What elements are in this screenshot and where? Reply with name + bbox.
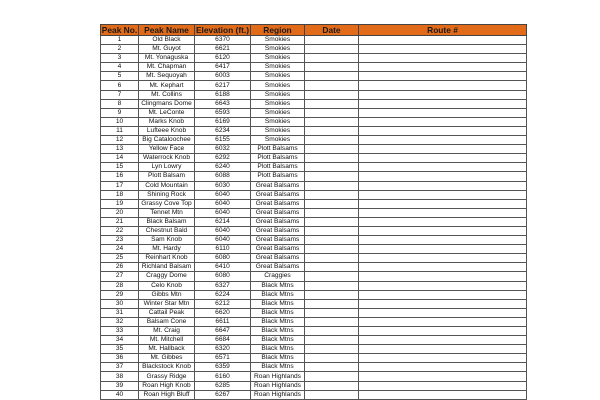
peak-name-cell[interactable]: Celo Knob — [139, 281, 195, 290]
date-cell[interactable] — [305, 226, 359, 235]
header-region[interactable]: Region — [251, 25, 305, 36]
peak-name-cell[interactable]: Reinhart Knob — [139, 254, 195, 263]
elevation-cell[interactable]: 6188 — [195, 90, 251, 99]
elevation-cell[interactable]: 6032 — [195, 145, 251, 154]
route-cell[interactable] — [359, 199, 527, 208]
peak-name-cell[interactable]: Clingmans Dome — [139, 99, 195, 108]
region-cell[interactable]: Great Balsams — [251, 199, 305, 208]
peak-no-cell[interactable]: 5 — [101, 72, 139, 81]
date-cell[interactable] — [305, 90, 359, 99]
route-cell[interactable] — [359, 208, 527, 217]
region-cell[interactable]: Black Mtns — [251, 363, 305, 372]
date-cell[interactable] — [305, 327, 359, 336]
elevation-cell[interactable]: 6169 — [195, 117, 251, 126]
date-cell[interactable] — [305, 172, 359, 181]
table-row — [101, 172, 527, 181]
route-cell[interactable] — [359, 45, 527, 54]
route-cell[interactable] — [359, 317, 527, 326]
peaks-table — [100, 24, 527, 400]
date-cell[interactable] — [305, 263, 359, 272]
date-cell[interactable] — [305, 290, 359, 299]
peak-name-cell[interactable]: Mt. Collins — [139, 90, 195, 99]
region-cell[interactable]: Smokies — [251, 54, 305, 63]
route-cell[interactable] — [359, 263, 527, 272]
peak-name-cell[interactable]: Balsam Cone — [139, 317, 195, 326]
elevation-cell[interactable]: 6212 — [195, 299, 251, 308]
route-cell[interactable] — [359, 254, 527, 263]
elevation-cell[interactable]: 6620 — [195, 308, 251, 317]
date-cell[interactable] — [305, 45, 359, 54]
route-cell[interactable] — [359, 108, 527, 117]
peak-name-cell[interactable]: Mt. Kephart — [139, 81, 195, 90]
peak-name-cell[interactable]: Gibbs Mtn — [139, 290, 195, 299]
elevation-cell[interactable]: 6285 — [195, 381, 251, 390]
peak-no-cell[interactable]: 16 — [101, 172, 139, 181]
peak-name-cell[interactable]: Grassy Ridge — [139, 372, 195, 381]
route-cell[interactable] — [359, 245, 527, 254]
peak-name-cell[interactable]: Chestnut Bald — [139, 226, 195, 235]
peak-no-cell[interactable]: 29 — [101, 290, 139, 299]
route-cell[interactable] — [359, 154, 527, 163]
date-cell[interactable] — [305, 181, 359, 190]
elevation-cell[interactable]: 6120 — [195, 54, 251, 63]
peak-no-cell[interactable]: 32 — [101, 317, 139, 326]
peak-no-cell[interactable]: 1 — [101, 36, 139, 45]
peak-no-cell[interactable]: 31 — [101, 308, 139, 317]
region-cell[interactable]: Great Balsams — [251, 208, 305, 217]
route-cell[interactable] — [359, 54, 527, 63]
peak-name-cell[interactable]: Cattail Peak — [139, 308, 195, 317]
route-cell[interactable] — [359, 99, 527, 108]
region-cell[interactable]: Great Balsams — [251, 181, 305, 190]
peak-name-cell[interactable]: Lyn Lowry — [139, 163, 195, 172]
date-cell[interactable] — [305, 254, 359, 263]
elevation-cell[interactable]: 6214 — [195, 217, 251, 226]
elevation-cell[interactable]: 6571 — [195, 354, 251, 363]
peak-name-cell[interactable]: Richland Balsam — [139, 263, 195, 272]
region-cell[interactable]: Smokies — [251, 126, 305, 135]
date-cell[interactable] — [305, 36, 359, 45]
header-elevation[interactable]: Elevation (ft.) — [195, 25, 250, 35]
route-cell[interactable] — [359, 308, 527, 317]
route-cell[interactable] — [359, 363, 527, 372]
peak-no-cell[interactable]: 33 — [101, 327, 139, 336]
peak-name-cell[interactable]: Winter Star Mtn — [139, 299, 195, 308]
route-cell[interactable] — [359, 81, 527, 90]
elevation-cell[interactable]: 6359 — [195, 363, 251, 372]
table-row — [101, 345, 527, 354]
date-cell[interactable] — [305, 145, 359, 154]
elevation-cell[interactable]: 6160 — [195, 372, 251, 381]
peak-name-cell[interactable]: Tennet Mtn — [139, 208, 195, 217]
table-row — [101, 263, 527, 272]
region-cell[interactable]: Black Mtns — [251, 308, 305, 317]
peak-no-cell[interactable]: 11 — [101, 126, 139, 135]
elevation-cell[interactable]: 6040 — [195, 199, 251, 208]
peak-no-cell[interactable]: 10 — [101, 117, 139, 126]
peak-name-cell[interactable]: Sam Knob — [139, 236, 195, 245]
peak-name-cell[interactable]: Old Black — [139, 36, 195, 45]
region-cell[interactable]: Smokies — [251, 99, 305, 108]
peak-no-cell[interactable]: 36 — [101, 354, 139, 363]
peak-name-cell[interactable]: Mt. Yonaguska — [139, 54, 195, 63]
peak-no-cell[interactable]: 37 — [101, 363, 139, 372]
peak-no-cell[interactable]: 12 — [101, 136, 139, 145]
peak-no-cell[interactable]: 38 — [101, 372, 139, 381]
peak-name-cell[interactable]: Cold Mountain — [139, 181, 195, 190]
region-cell[interactable]: Great Balsams — [251, 254, 305, 263]
region-cell[interactable]: Black Mtns — [251, 345, 305, 354]
elevation-cell[interactable]: 6647 — [195, 327, 251, 336]
table-row — [101, 236, 527, 245]
elevation-cell[interactable]: 6003 — [195, 72, 251, 81]
date-cell[interactable] — [305, 190, 359, 199]
route-cell[interactable] — [359, 126, 527, 135]
elevation-cell[interactable]: 6611 — [195, 317, 251, 326]
peak-no-cell[interactable]: 27 — [101, 272, 139, 281]
region-cell[interactable]: Smokies — [251, 72, 305, 81]
elevation-cell[interactable]: 6593 — [195, 108, 251, 117]
region-cell[interactable]: Roan Highlands — [251, 390, 305, 399]
peak-name-cell[interactable]: Waterrock Knob — [139, 154, 195, 163]
peak-name-cell[interactable]: Shining Rock — [139, 190, 195, 199]
peak-name-cell[interactable]: Craggy Dome — [139, 272, 195, 281]
table-row — [101, 390, 527, 399]
peak-no-cell[interactable]: 17 — [101, 181, 139, 190]
route-cell[interactable] — [359, 281, 527, 290]
table-row — [101, 245, 527, 254]
table-row — [101, 90, 527, 99]
table-row — [101, 63, 527, 72]
table-row — [101, 163, 527, 172]
date-cell[interactable] — [305, 63, 359, 72]
region-cell[interactable]: Craggies — [251, 272, 305, 281]
date-cell[interactable] — [305, 126, 359, 135]
table-row — [101, 254, 527, 263]
peak-no-cell[interactable]: 20 — [101, 208, 139, 217]
table-row — [101, 217, 527, 226]
header-peak-name[interactable]: Peak Name — [139, 25, 195, 36]
route-cell[interactable] — [359, 327, 527, 336]
peak-name-cell[interactable]: Marks Knob — [139, 117, 195, 126]
table-row — [101, 381, 527, 390]
date-cell[interactable] — [305, 154, 359, 163]
table-row — [101, 327, 527, 336]
table-row — [101, 117, 527, 126]
route-cell[interactable] — [359, 136, 527, 145]
elevation-cell[interactable]: 6417 — [195, 63, 251, 72]
date-cell[interactable] — [305, 381, 359, 390]
route-cell[interactable] — [359, 145, 527, 154]
elevation-cell[interactable]: 6621 — [195, 45, 251, 54]
region-cell[interactable]: Great Balsams — [251, 236, 305, 245]
peak-no-cell[interactable]: 40 — [101, 390, 139, 399]
date-cell[interactable] — [305, 99, 359, 108]
peak-no-cell[interactable]: 25 — [101, 254, 139, 263]
table-row — [101, 99, 527, 108]
elevation-cell[interactable]: 6217 — [195, 81, 251, 90]
region-cell[interactable]: Great Balsams — [251, 245, 305, 254]
table-row — [101, 81, 527, 90]
route-cell[interactable] — [359, 236, 527, 245]
date-cell[interactable] — [305, 345, 359, 354]
region-cell[interactable]: Great Balsams — [251, 263, 305, 272]
elevation-cell[interactable]: 6040 — [195, 190, 251, 199]
peak-name-cell[interactable]: Roan High Bluff — [139, 390, 195, 399]
elevation-cell[interactable]: 6040 — [195, 208, 251, 217]
date-cell[interactable] — [305, 117, 359, 126]
region-cell[interactable]: Black Mtns — [251, 281, 305, 290]
peak-name-cell[interactable]: Mt. Hallback — [139, 345, 195, 354]
elevation-cell[interactable]: 6320 — [195, 345, 251, 354]
route-cell[interactable] — [359, 226, 527, 235]
region-cell[interactable]: Smokies — [251, 136, 305, 145]
peak-no-cell[interactable]: 14 — [101, 154, 139, 163]
table-row — [101, 272, 527, 281]
region-cell[interactable]: Black Mtns — [251, 290, 305, 299]
table-row — [101, 372, 527, 381]
region-cell[interactable]: Black Mtns — [251, 354, 305, 363]
date-cell[interactable] — [305, 163, 359, 172]
peak-no-cell[interactable]: 19 — [101, 199, 139, 208]
route-cell[interactable] — [359, 117, 527, 126]
table-row — [101, 72, 527, 81]
route-cell[interactable] — [359, 272, 527, 281]
region-cell[interactable]: Plott Balsams — [251, 154, 305, 163]
date-cell[interactable] — [305, 272, 359, 281]
peak-name-cell[interactable]: Mt. LeConte — [139, 108, 195, 117]
peak-name-cell[interactable]: Mt. Chapman — [139, 63, 195, 72]
peak-no-cell[interactable]: 35 — [101, 345, 139, 354]
date-cell[interactable] — [305, 81, 359, 90]
date-cell[interactable] — [305, 336, 359, 345]
peak-no-cell[interactable]: 8 — [101, 99, 139, 108]
peak-no-cell[interactable]: 26 — [101, 263, 139, 272]
region-cell[interactable]: Smokies — [251, 36, 305, 45]
peak-no-cell[interactable]: 30 — [101, 299, 139, 308]
region-cell[interactable]: Black Mtns — [251, 336, 305, 345]
date-cell[interactable] — [305, 108, 359, 117]
peak-name-cell[interactable]: Mt. Craig — [139, 327, 195, 336]
elevation-cell[interactable]: 6643 — [195, 99, 251, 108]
region-cell[interactable]: Great Balsams — [251, 190, 305, 199]
elevation-cell[interactable]: 6080 — [195, 272, 251, 281]
route-cell[interactable] — [359, 217, 527, 226]
table-row — [101, 45, 527, 54]
route-cell[interactable] — [359, 190, 527, 199]
route-cell[interactable] — [359, 354, 527, 363]
region-cell[interactable]: Great Balsams — [251, 217, 305, 226]
route-cell[interactable] — [359, 90, 527, 99]
date-cell[interactable] — [305, 199, 359, 208]
peak-name-cell[interactable]: Mt. Hardy — [139, 245, 195, 254]
region-cell[interactable]: Great Balsams — [251, 226, 305, 235]
region-cell[interactable]: Smokies — [251, 45, 305, 54]
date-cell[interactable] — [305, 372, 359, 381]
peak-name-cell[interactable]: Mt. Mitchell — [139, 336, 195, 345]
peak-name-cell[interactable]: Mt. Gibbes — [139, 354, 195, 363]
elevation-cell[interactable]: 6240 — [195, 163, 251, 172]
region-cell[interactable]: Black Mtns — [251, 317, 305, 326]
date-cell[interactable] — [305, 54, 359, 63]
table-row — [101, 108, 527, 117]
region-cell[interactable]: Black Mtns — [251, 327, 305, 336]
route-cell[interactable] — [359, 290, 527, 299]
elevation-cell[interactable]: 6234 — [195, 126, 251, 135]
date-cell[interactable] — [305, 363, 359, 372]
table-row — [101, 208, 527, 217]
peak-name-cell[interactable]: Grassy Cove Top — [139, 199, 195, 208]
peak-no-cell[interactable]: 6 — [101, 81, 139, 90]
route-cell[interactable] — [359, 72, 527, 81]
peak-no-cell[interactable]: 22 — [101, 226, 139, 235]
elevation-cell[interactable]: 6030 — [195, 181, 251, 190]
route-cell[interactable] — [359, 390, 527, 399]
region-cell[interactable]: Roan Highlands — [251, 372, 305, 381]
header-peak-no[interactable]: Peak No. — [101, 25, 138, 35]
date-cell[interactable] — [305, 299, 359, 308]
elevation-cell[interactable]: 6327 — [195, 281, 251, 290]
region-cell[interactable]: Plott Balsams — [251, 145, 305, 154]
peak-name-cell[interactable]: Yellow Face — [139, 145, 195, 154]
peak-name-cell[interactable]: Mt. Sequoyah — [139, 72, 195, 81]
table-row — [101, 36, 527, 45]
elevation-cell[interactable]: 6040 — [195, 236, 251, 245]
region-cell[interactable]: Smokies — [251, 63, 305, 72]
peak-name-cell[interactable]: Big Cataloochee — [139, 136, 195, 145]
date-cell[interactable] — [305, 72, 359, 81]
date-cell[interactable] — [305, 354, 359, 363]
date-cell[interactable] — [305, 245, 359, 254]
peak-name-cell[interactable]: Roan High Knob — [139, 381, 195, 390]
table-row — [101, 199, 527, 208]
table-row — [101, 354, 527, 363]
region-cell[interactable]: Black Mtns — [251, 299, 305, 308]
table-row — [101, 317, 527, 326]
peak-no-cell[interactable]: 15 — [101, 163, 139, 172]
table-row — [101, 54, 527, 63]
date-cell[interactable] — [305, 281, 359, 290]
peak-name-cell[interactable]: Black Balsam — [139, 217, 195, 226]
peak-no-cell[interactable]: 34 — [101, 336, 139, 345]
region-cell[interactable]: Plott Balsams — [251, 172, 305, 181]
table-row — [101, 299, 527, 308]
route-cell[interactable] — [359, 63, 527, 72]
peak-no-cell[interactable]: 18 — [101, 190, 139, 199]
route-cell[interactable] — [359, 163, 527, 172]
date-cell[interactable] — [305, 390, 359, 399]
date-cell[interactable] — [305, 308, 359, 317]
region-cell[interactable]: Roan Highlands — [251, 381, 305, 390]
peak-no-cell[interactable]: 24 — [101, 245, 139, 254]
route-cell[interactable] — [359, 345, 527, 354]
date-cell[interactable] — [305, 317, 359, 326]
table-row — [101, 336, 527, 345]
table-row — [101, 308, 527, 317]
route-cell[interactable] — [359, 299, 527, 308]
region-cell[interactable]: Smokies — [251, 81, 305, 90]
route-cell[interactable] — [359, 372, 527, 381]
table-row — [101, 136, 527, 145]
date-cell[interactable] — [305, 236, 359, 245]
peak-no-cell[interactable]: 21 — [101, 217, 139, 226]
elevation-cell[interactable]: 6088 — [195, 172, 251, 181]
region-cell[interactable]: Smokies — [251, 108, 305, 117]
header-row — [101, 25, 527, 36]
elevation-cell[interactable]: 6370 — [195, 36, 251, 45]
route-cell[interactable] — [359, 172, 527, 181]
elevation-cell[interactable]: 6110 — [195, 245, 251, 254]
elevation-cell[interactable]: 6224 — [195, 290, 251, 299]
table-row — [101, 363, 527, 372]
peak-no-cell[interactable]: 7 — [101, 90, 139, 99]
date-cell[interactable] — [305, 136, 359, 145]
elevation-cell[interactable]: 6267 — [195, 390, 251, 399]
peak-no-cell[interactable]: 2 — [101, 45, 139, 54]
region-cell[interactable]: Smokies — [251, 117, 305, 126]
peak-no-cell[interactable]: 4 — [101, 63, 139, 72]
peak-no-cell[interactable]: 39 — [101, 381, 139, 390]
route-cell[interactable] — [359, 36, 527, 45]
header-date[interactable]: Date — [305, 25, 359, 36]
elevation-cell[interactable]: 6080 — [195, 254, 251, 263]
peak-no-cell[interactable]: 13 — [101, 145, 139, 154]
date-cell[interactable] — [305, 208, 359, 217]
peak-no-cell[interactable]: 28 — [101, 281, 139, 290]
table-row — [101, 154, 527, 163]
elevation-cell[interactable]: 6040 — [195, 226, 251, 235]
peak-no-cell[interactable]: 3 — [101, 54, 139, 63]
header-route[interactable]: Route # — [359, 25, 527, 36]
route-cell[interactable] — [359, 381, 527, 390]
elevation-cell[interactable]: 6410 — [195, 263, 251, 272]
region-cell[interactable]: Plott Balsams — [251, 163, 305, 172]
table-row — [101, 290, 527, 299]
region-cell[interactable]: Smokies — [251, 90, 305, 99]
elevation-cell[interactable]: 6292 — [195, 154, 251, 163]
table-row — [101, 145, 527, 154]
date-cell[interactable] — [305, 217, 359, 226]
peak-name-cell[interactable]: Lufteee Knob — [139, 126, 195, 135]
peak-name-cell[interactable]: Mt. Guyot — [139, 45, 195, 54]
table-row — [101, 281, 527, 290]
route-cell[interactable] — [359, 181, 527, 190]
elevation-cell[interactable]: 6155 — [195, 136, 251, 145]
table-row — [101, 190, 527, 199]
peak-name-cell[interactable]: Blackstock Knob — [139, 363, 195, 372]
route-cell[interactable] — [359, 336, 527, 345]
peak-no-cell[interactable]: 23 — [101, 236, 139, 245]
table-row — [101, 181, 527, 190]
table-row — [101, 126, 527, 135]
table-row — [101, 226, 527, 235]
peak-no-cell[interactable]: 9 — [101, 108, 139, 117]
elevation-cell[interactable]: 6684 — [195, 336, 251, 345]
peak-name-cell[interactable]: Plott Balsam — [139, 172, 195, 181]
